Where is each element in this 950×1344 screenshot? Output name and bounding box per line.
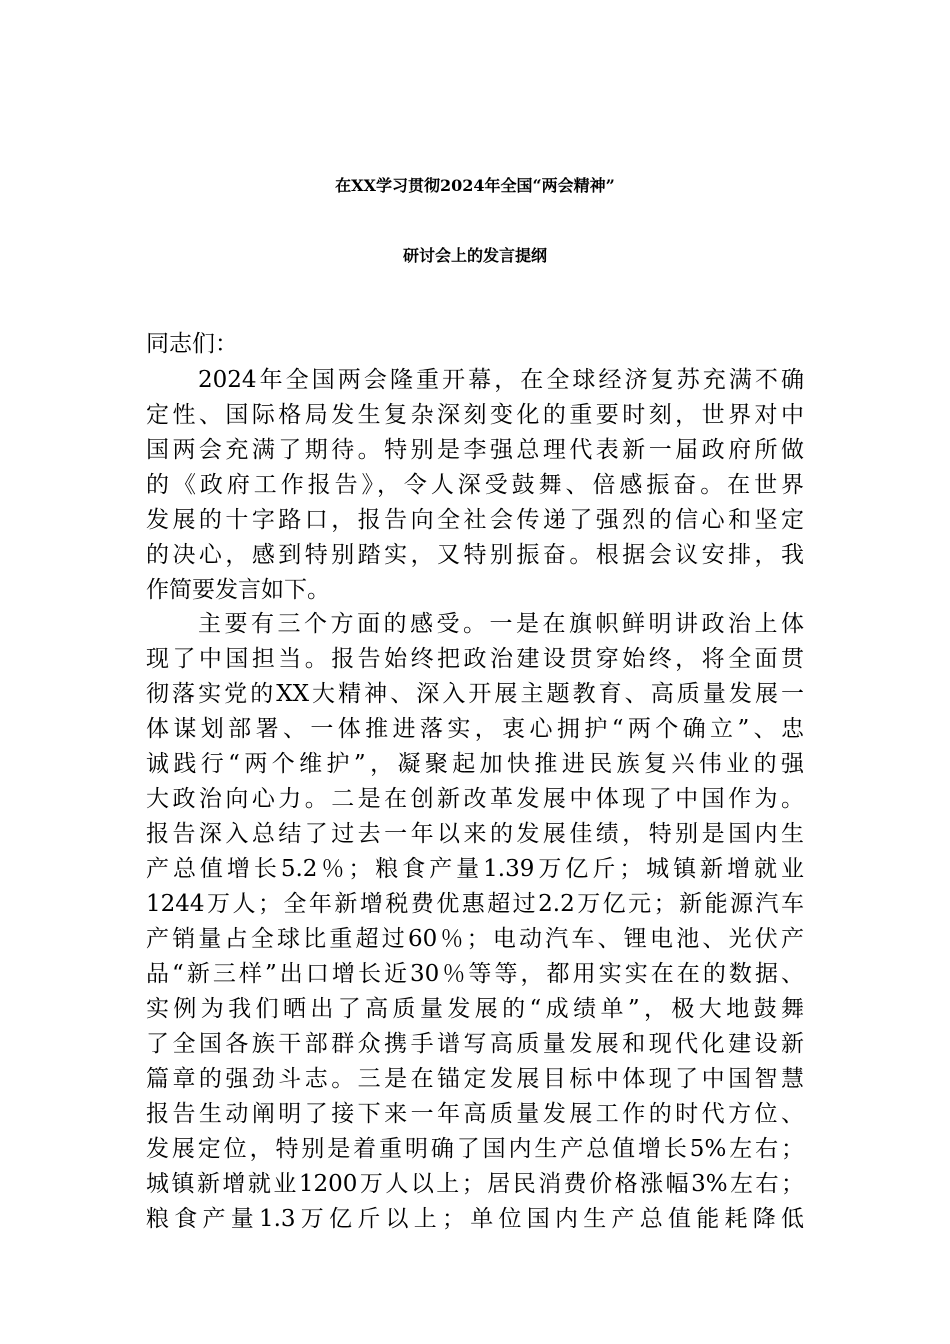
body-line: 粮食产量1.3万亿斤以上；单位国内生产总值能耗降低 — [146, 1206, 804, 1232]
body-line: 了全国各族干部群众携手谱写高质量发展和现代化建设新 — [146, 1031, 804, 1057]
body-line: 现了中国担当。报告始终把政治建设贯穿始终，将全面贯 — [146, 646, 804, 672]
body-line: 产销量占全球比重超过60％；电动汽车、锂电池、光伏产 — [146, 926, 804, 952]
body-line: 体谋划部署、一体推进落实，衷心拥护“两个确立”、忠 — [146, 716, 804, 742]
body-line: 定性、国际格局发生复杂深刻变化的重要时刻，世界对中 — [146, 402, 804, 428]
body-line: 诚践行“两个维护”，凝聚起加快推进民族复兴伟业的强 — [146, 751, 804, 777]
body-line: 发展定位，特别是着重明确了国内生产总值增长5%左右； — [146, 1136, 804, 1162]
body-line: 报告深入总结了过去一年以来的发展佳绩，特别是国内生 — [146, 821, 804, 847]
body-line: 发展的十字路口，报告向全社会传递了强烈的信心和坚定 — [146, 507, 804, 533]
body-line: 城镇新增就业1200万人以上；居民消费价格涨幅3%左右； — [146, 1171, 804, 1197]
body-line: 的决心，感到特别踏实，又特别振奋。根据会议安排，我 — [146, 542, 804, 568]
body-line: 的《政府工作报告》，令人深受鼓舞、倍感振奋。在世界 — [146, 472, 804, 498]
body-line: 作简要发言如下。 — [146, 577, 330, 603]
document-title-line-1: 在XX学习贯彻2024年全国“两会精神” — [335, 176, 615, 195]
body-line: 主要有三个方面的感受。一是在旗帜鲜明讲政治上体 — [198, 611, 804, 637]
body-line: 2024年全国两会隆重开幕，在全球经济复苏充满不确 — [198, 367, 804, 393]
document-title-line-2: 研讨会上的发言提纲 — [402, 246, 547, 265]
body-line: 实例为我们晒出了高质量发展的“成绩单”，极大地鼓舞 — [146, 996, 804, 1022]
body-line: 篇章的强劲斗志。三是在锚定发展目标中体现了中国智慧 — [146, 1066, 804, 1092]
body-line: 1244万人；全年新增税费优惠超过2.2万亿元；新能源汽车 — [146, 891, 804, 917]
body-line: 产总值增长5.2％；粮食产量1.39万亿斤；城镇新增就业 — [146, 856, 804, 882]
body-line: 国两会充满了期待。特别是李强总理代表新一届政府所做 — [146, 437, 804, 463]
salutation: 同志们： — [146, 331, 238, 357]
body-line: 品“新三样”出口增长近30％等等，都用实实在在的数据、 — [146, 961, 804, 987]
body-line: 彻落实党的XX大精神、深入开展主题教育、高质量发展一 — [146, 681, 804, 707]
body-line: 报告生动阐明了接下来一年高质量发展工作的时代方位、 — [146, 1101, 804, 1127]
body-line: 大政治向心力。二是在创新改革发展中体现了中国作为。 — [146, 786, 804, 812]
